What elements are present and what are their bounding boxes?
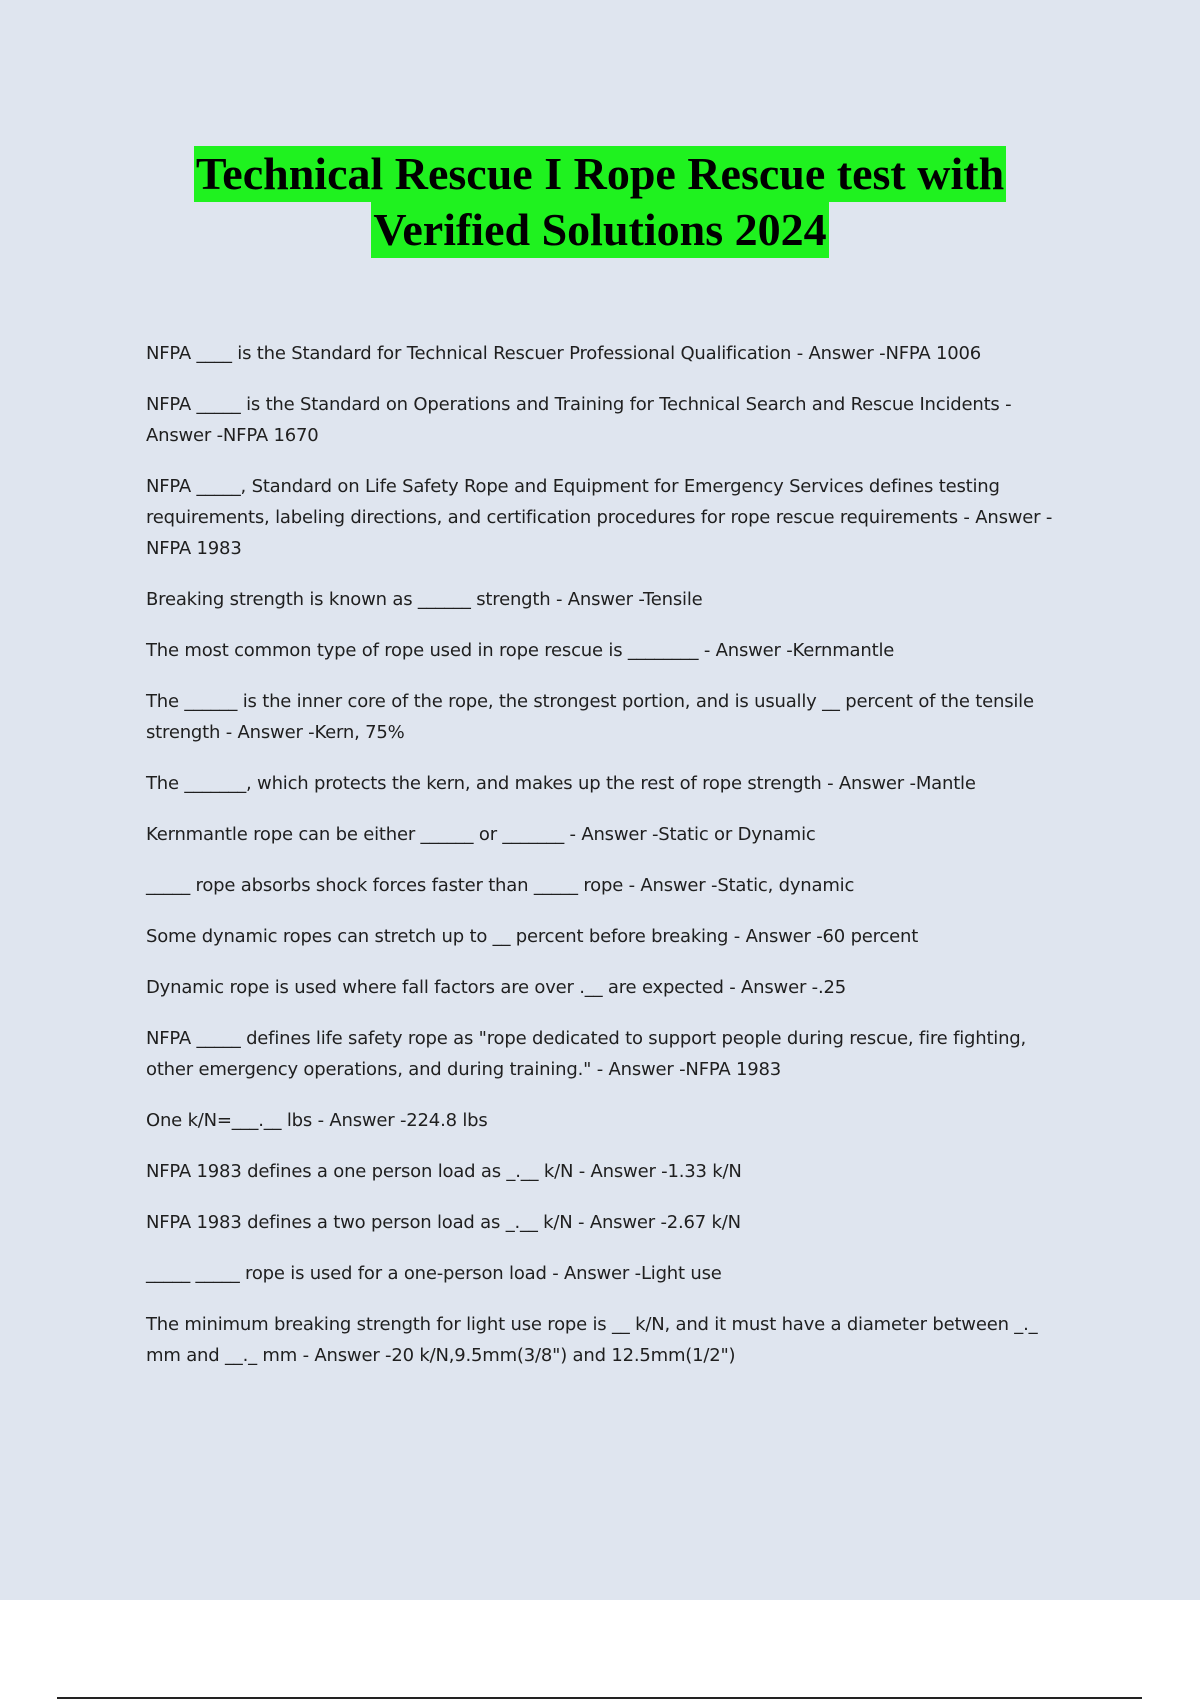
document-title xyxy=(0,146,1200,258)
question-item: NFPA _____ is the Standard on Operations and Training for Technical Search and Rescue Incidents - Answer -NFPA 1670 xyxy=(146,394,1012,446)
question-item: Some dynamic ropes can stretch up to __ percent before breaking - Answer -60 percent xyxy=(146,926,919,947)
question-item: NFPA _____ defines life safety rope as "rope dedicated to support people during rescue, fire fighting, other emergency operations, and during training." - Answer -NFPA 1983 xyxy=(146,1028,1027,1080)
question-item: Kernmantle rope can be either ______ or _______ - Answer -Static or Dynamic xyxy=(146,824,816,845)
question-item: The ______ is the inner core of the rope, the strongest portion, and is usually __ percent of the tensile strength - Answer -Kern, 75% xyxy=(146,691,1034,743)
question-item: One k/N=___.__ lbs - Answer -224.8 lbs xyxy=(146,1110,488,1131)
question-item: NFPA ____ is the Standard for Technical Rescuer Professional Qualification - Answer -NFPA 1006 xyxy=(146,343,982,364)
question-item: NFPA 1983 defines a two person load as _.__ k/N - Answer -2.67 k/N xyxy=(146,1212,741,1233)
question-item: The most common type of rope used in rope rescue is ________ - Answer -Kernmantle xyxy=(146,640,895,661)
title-line-2: Verified Solutions 2024 xyxy=(371,202,828,258)
question-item: The minimum breaking strength for light use rope is __ k/N, and it must have a diameter between _._ mm and __._ mm - Answer -20 k/N,9.5mm(3/8") and 12.5mm(1/2") xyxy=(146,1314,1038,1366)
question-item: NFPA 1983 defines a one person load as _.__ k/N - Answer -1.33 k/N xyxy=(146,1161,742,1182)
question-item: _____ _____ rope is used for a one-person load - Answer -Light use xyxy=(146,1263,722,1284)
question-item: Dynamic rope is used where fall factors are over .__ are expected - Answer -.25 xyxy=(146,977,846,998)
title-line-1: Technical Rescue I Rope Rescue test with xyxy=(194,146,1006,202)
question-item: The _______, which protects the kern, and makes up the rest of rope strength - Answer -Mantle xyxy=(146,773,976,794)
question-item: NFPA _____, Standard on Life Safety Rope and Equipment for Emergency Services defines testing requirements, labeling directions, and certification procedures for rope rescue requirements - Answer -NFPA 1983 xyxy=(146,476,1053,559)
question-list xyxy=(146,338,1076,1391)
question-item: _____ rope absorbs shock forces faster than _____ rope - Answer -Static, dynamic xyxy=(146,875,855,896)
question-item: Breaking strength is known as ______ strength - Answer -Tensile xyxy=(146,589,703,610)
footer-divider xyxy=(57,1697,1142,1699)
